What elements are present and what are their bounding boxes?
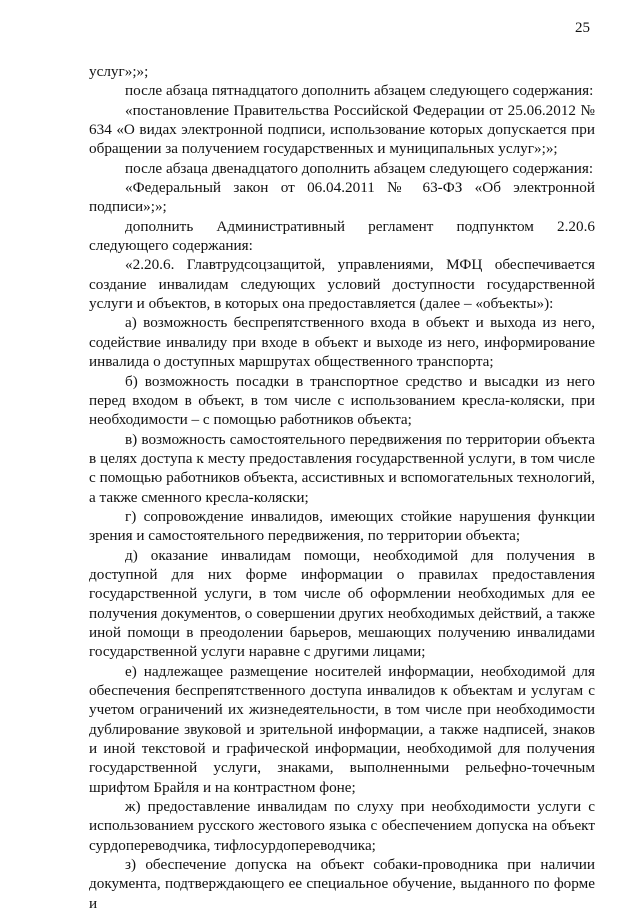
list-item-a: а) возможность беспрепятственного входа в объект и выхода из него, содействие инвалиду при входе в объект и выходе из него, информирование инвалида о доступных маршрутах общественного транспорта; (89, 314, 595, 371)
paragraph-continuation: услуг»;»; (89, 63, 149, 80)
list-item-b: б) возможность посадки в транспортное средство и высадки из него перед входом в объект, в том числе с использованием кресла-коляски, при необходимости – с помощью работников объекта; (89, 372, 595, 429)
page-number: 25 (575, 20, 590, 36)
list-item-zh: ж) предоставление инвалидам по слуху при необходимости услуги с использованием русского жестового языка с обеспечением допуска на объект сурдопереводчика, тифлосурдопереводчика; (89, 798, 595, 854)
list-item-d: д) оказание инвалидам помощи, необходимой для получения в доступной для них форме информации о правилах предоставления государственной услуги, в том числе об оформлении необходимых для ее получения документов, о совершении других необходимых действий, а также иной помощи в преодолении барьеров, мешающих получению инвалидами государственной услуги наравне с другими лицами; (89, 546, 595, 661)
paragraph: после абзаца пятнадцатого дополнить абзацем следующего содержания: (125, 82, 594, 100)
paragraph: «2.20.6. Главтрудсоцзащитой, управлениями, МФЦ обеспечивается создание инвалидам следующих условий доступности государственной услуги и объектов, в которых она предоставляется (далее – «объекты»): (89, 256, 595, 313)
list-item-v: в) возможность самостоятельного передвижения по территории объекта в целях доступа к месту предоставления государственной услуги, в том числе с помощью работников объекта, ассистивных и вспомогательных технологий, а также сменного кресла-коляски; (89, 430, 595, 506)
paragraph: «Федеральный закон от 06.04.2011 № 63-ФЗ «Об электронной подписи»;»; (89, 179, 595, 216)
paragraph: после абзаца двенадцатого дополнить абзацем следующего содержания: (125, 159, 594, 177)
paragraph: дополнить Административный регламент подпунктом 2.20.6 следующего содержания: (89, 217, 595, 255)
list-item-e: е) надлежащее размещение носителей информации, необходимой для обеспечения беспрепятственного доступа инвалидов к объектам и услугам с учетом ограничений их жизнедеятельности, в том числе при необходимости дублирование звуковой и зрительной информации, а также надписей, знаков и иной текстовой и графической информации, необходимой для получения государственной услуги, знаками, выполненными рельефно-точечным шрифтом Брайля и на контрастном фоне; (89, 662, 595, 796)
list-item-g: г) сопровождение инвалидов, имеющих стойкие нарушения функции зрения и самостоятельного передвижения, по территории объекта; (89, 507, 595, 545)
document-body (89, 62, 595, 913)
list-item-z: з) обеспечение допуска на объект собаки-проводника при наличии документа, подтверждающего ее специальное обучение, выданного по форме и (89, 856, 595, 912)
paragraph: «постановление Правительства Российской Федерации от 25.06.2012 № 634 «О видах электронной подписи, использование которых допускается при обращении за получением государственных и муниципальных услуг»;»; (89, 101, 595, 158)
